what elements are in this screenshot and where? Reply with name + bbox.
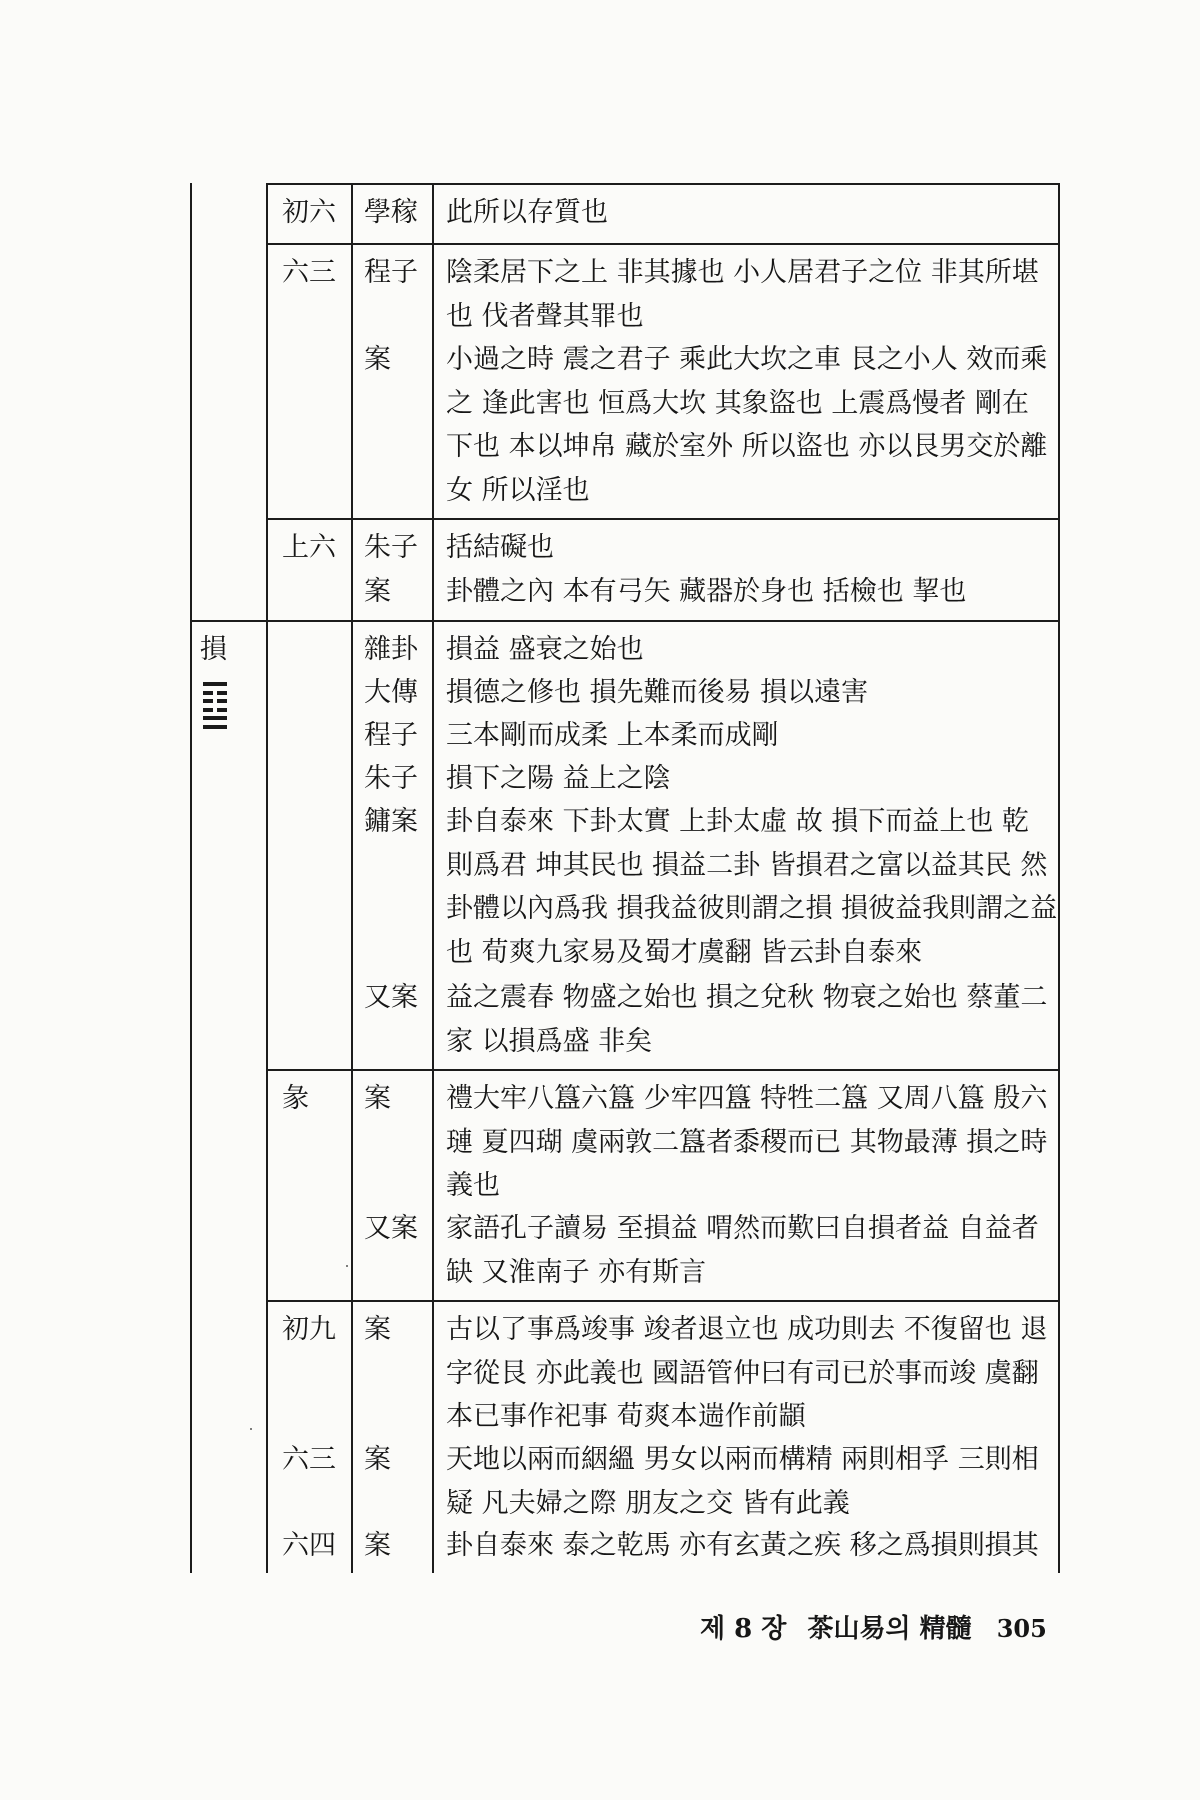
table-right-rule: [1058, 183, 1060, 1573]
commentator-label: 程子: [364, 720, 418, 751]
commentator-label: 案: [364, 1314, 391, 1345]
yin-line: [203, 699, 227, 703]
line-label: 初六: [282, 197, 336, 228]
commentary-text: 益之震春 物盛之始也 損之兌秋 物衰之始也 蔡董二 家 以損爲盛 非矣: [446, 982, 1048, 1057]
commentary-text: 卦體之內 本有弓矢 藏器於身也 括檢也 挈也: [446, 576, 967, 607]
chapter-label: 제 8 장: [700, 1614, 787, 1644]
page-footer: [700, 1608, 1059, 1645]
line-label: 六三: [282, 1444, 336, 1475]
line-column-rule: [266, 183, 268, 1573]
commentary-text: 三本剛而成柔 上本柔而成剛: [446, 720, 779, 751]
hexagram-name: 損: [200, 634, 227, 665]
yang-line: [203, 716, 227, 720]
scan-speck: [250, 1428, 252, 1430]
commentator-label: 案: [364, 1530, 391, 1561]
commentary-text: 小過之時 震之君子 乘此大坎之車 艮之小人 效而乘 之 逢此害也 恒爲大坎 其象盜也 上震爲慢者 剛在 下也 本以坤帛 藏於室外 所以盜也 亦以艮男交於離 女 所以淫也: [446, 344, 1048, 506]
line-label: 六四: [282, 1530, 336, 1561]
page-number: 305: [996, 1614, 1047, 1643]
commentator-label: 又案: [364, 982, 418, 1013]
commentary-text: 古以了事爲竣事 竣者退立也 成功則去 不復留也 退 字從艮 亦此義也 國語管仲曰有司已於事而竣 虞翻 本已事作祀事 荀爽本遄作前顓: [446, 1314, 1048, 1432]
commentator-label: 朱子: [364, 763, 418, 794]
row-rule: [266, 183, 1060, 185]
commentator-label: 案: [364, 1444, 391, 1475]
commentator-label: 又案: [364, 1213, 418, 1244]
commentator-label: 鏞案: [364, 806, 418, 837]
commentator-column-rule: [351, 183, 353, 1573]
row-rule: [266, 243, 1060, 245]
line-label: 上六: [282, 532, 336, 563]
commentary-text: 損德之修也 損先難而後易 損以遠害: [446, 677, 869, 708]
line-label: 彖: [282, 1083, 309, 1114]
commentary-text: 卦自泰來 下卦太實 上卦太虛 故 損下而益上也 乾 則爲君 坤其民也 損益二卦 皆損君之富以益其民 然 卦體以內爲我 損我益彼則謂之損 損彼益我則謂之益 也 荀爽九家易及蜀才虞翻 皆云卦自泰來: [446, 806, 1058, 968]
commentator-label: 大傳: [364, 677, 418, 708]
row-rule: [266, 1300, 1060, 1302]
hexagram-symbol-icon: [203, 682, 227, 733]
commentary-text: 家語孔子讀易 至損益 喟然而歎曰自損者益 自益者 缺 又淮南子 亦有斯言: [446, 1213, 1039, 1288]
yin-line: [203, 691, 227, 695]
yin-line: [203, 708, 227, 712]
scan-speck: [346, 1265, 348, 1267]
commentator-label: 朱子: [364, 532, 418, 563]
commentator-label: 學稼: [364, 197, 418, 228]
commentary-text: 禮大牢八簋六簋 少牢四簋 特牲二簋 又周八簋 殷六 璉 夏四瑚 虞兩敦二簋者黍稷而已 其物最薄 損之時 義也: [446, 1083, 1048, 1201]
line-label: 六三: [282, 257, 336, 288]
commentator-label: 雜卦: [364, 634, 418, 665]
commentary-text: 損益 盛衰之始也: [446, 634, 644, 665]
yang-line: [203, 682, 227, 686]
line-label: 初九: [282, 1314, 336, 1345]
text-column-rule: [432, 183, 434, 1573]
commentator-label: 案: [364, 344, 391, 375]
commentary-text: 括結礙也: [446, 532, 554, 563]
row-rule: [190, 620, 1060, 622]
page-left-rule: [190, 183, 192, 1573]
yang-line: [203, 725, 227, 729]
commentator-label: 程子: [364, 257, 418, 288]
row-rule: [266, 518, 1060, 520]
row-rule: [266, 1069, 1060, 1071]
commentary-text: 卦自泰來 泰之乾馬 亦有玄黃之疾 移之爲損則損其: [446, 1530, 1039, 1561]
commentary-text: 此所以存質也: [446, 197, 608, 228]
commentator-label: 案: [364, 576, 391, 607]
commentator-label: 案: [364, 1083, 391, 1114]
chapter-title: 茶山易의 精髓: [807, 1614, 972, 1644]
commentary-text: 損下之陽 益上之陰: [446, 763, 671, 794]
commentary-text: 陰柔居下之上 非其據也 小人居君子之位 非其所堪 也 伐者聲其罪也: [446, 257, 1039, 332]
commentary-text: 天地以兩而絪縕 男女以兩而構精 兩則相孚 三則相 疑 凡夫婦之際 朋友之交 皆有此義: [446, 1444, 1039, 1519]
